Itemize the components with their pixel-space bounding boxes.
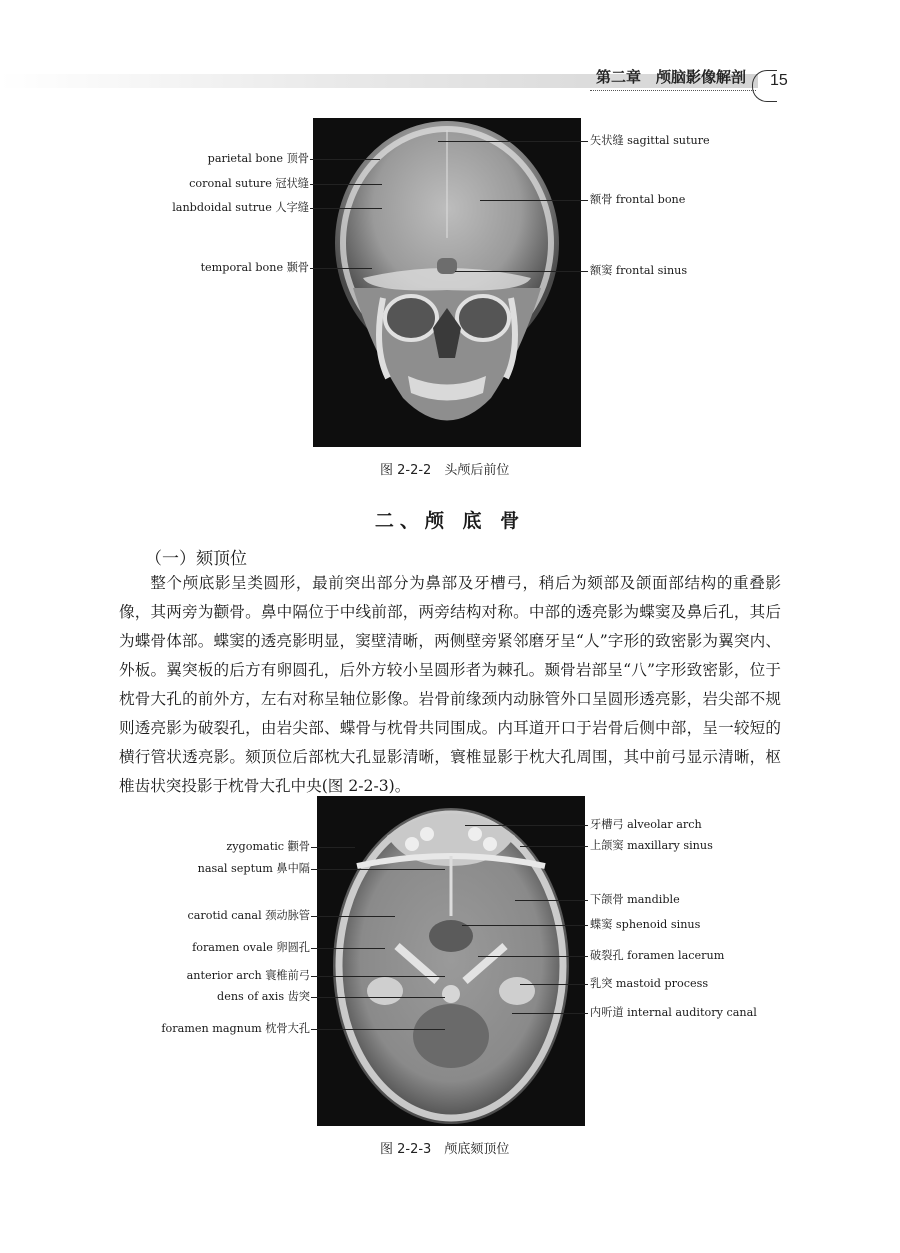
leader-coronal-suture [310,184,382,185]
leader-nasal-septum [311,869,445,870]
figure2-caption: 图 2-2-3 颅底颏顶位 [380,1142,510,1157]
leader-carotid-canal [311,916,395,917]
leader-zygomatic [311,847,355,848]
skull-pa-xray-image [313,118,581,447]
label-sagittal-suture: 矢状缝 sagittal suture [590,134,710,147]
leader-internal-auditory-canal [512,1013,588,1014]
chapter-title: 第二章 颅脑影像解剖 [596,68,747,86]
label-foramen-lacerum: 破裂孔 foramen lacerum [590,949,725,962]
leader-frontal-bone [480,200,588,201]
leader-maxillary-sinus [520,846,588,847]
label-sphenoid-sinus: 蝶窦 sphenoid sinus [590,918,701,931]
label-anterior-arch: anterior arch 寰椎前弓 [186,969,310,982]
leader-mastoid-process [520,984,588,985]
leader-foramen-lacerum [478,956,588,957]
label-alveolar-arch: 牙槽弓 alveolar arch [590,818,702,831]
label-temporal-bone: temporal bone 颞骨 [200,261,309,274]
leader-anterior-arch [311,976,445,977]
leader-frontal-sinus [455,271,588,272]
section-title: 二、颅 底 骨 [374,510,526,532]
leader-temporal-bone [310,268,372,269]
leader-mandible [515,900,588,901]
leader-lambdoid-suture [310,208,382,209]
leader-sagittal-suture [438,141,588,142]
header-divider [590,90,756,91]
subsection-title: （一）颏顶位 [145,549,247,569]
label-dens-of-axis: dens of axis 齿突 [217,990,310,1003]
leader-foramen-magnum [311,1029,445,1030]
leader-alveolar-arch [465,825,588,826]
label-lambdoid-suture: lanbdoidal sutrue 人字缝 [172,201,309,214]
label-mandible: 下颌骨 mandible [590,893,680,906]
label-maxillary-sinus: 上颌窦 maxillary sinus [590,839,713,852]
page-number: 15 [770,72,788,89]
label-zygomatic: zygomatic 颧骨 [226,840,310,853]
label-frontal-bone: 额骨 frontal bone [590,193,686,206]
label-frontal-sinus: 额窦 frontal sinus [590,264,688,277]
body-paragraph [119,569,781,801]
leader-parietal-bone [310,159,380,160]
body-paragraph-text: 整个颅底影呈类圆形，最前突出部分为鼻部及牙槽弓，稍后为颏部及颌面部结构的重叠影像，其两旁为颧骨。鼻中隔位于中线前部，两旁结构对称。中部的透亮影为蝶窦及鼻后孔，其后为蝶骨体部。蝶窦的透亮影明显，窦壁清晰，两侧壁旁紧邻磨牙呈“人”字形的致密影为翼突内、外板。翼突板的后方有卵圆孔，后外方较小呈圆形者为棘孔。颞骨岩部呈“八”字形致密影，位于枕骨大孔的前外方，左右对称呈轴位影像。岩骨前缘颈内动脉管外口呈圆形透亮影，岩尖部不规则透亮影为破裂孔，由岩尖部、蝶骨与枕骨共同围成。内耳道开口于岩骨后侧中部，呈一较短的横行管状透亮影。颏顶位后部枕大孔显影清晰，寰椎显影于枕大孔周围，其中前弓显示清晰，枢椎齿状突投影于枕骨大孔中央(图 2-2-3)。 [119,574,781,795]
figure1-caption: 图 2-2-2 头颅后前位 [380,463,510,478]
leader-dens-of-axis [311,997,445,998]
label-parietal-bone: parietal bone 顶骨 [207,152,309,165]
label-foramen-magnum: foramen magnum 枕骨大孔 [161,1022,310,1035]
label-coronal-suture: coronal suture 冠状缝 [189,177,309,190]
label-foramen-ovale: foramen ovale 卵圆孔 [192,941,310,954]
label-internal-auditory-canal: 内听道 internal auditory canal [590,1006,757,1019]
label-mastoid-process: 乳突 mastoid process [590,977,709,990]
label-carotid-canal: carotid canal 颈动脉管 [187,909,310,922]
label-nasal-septum: nasal septum 鼻中隔 [197,862,310,875]
leader-foramen-ovale [311,948,385,949]
leader-sphenoid-sinus [462,925,588,926]
